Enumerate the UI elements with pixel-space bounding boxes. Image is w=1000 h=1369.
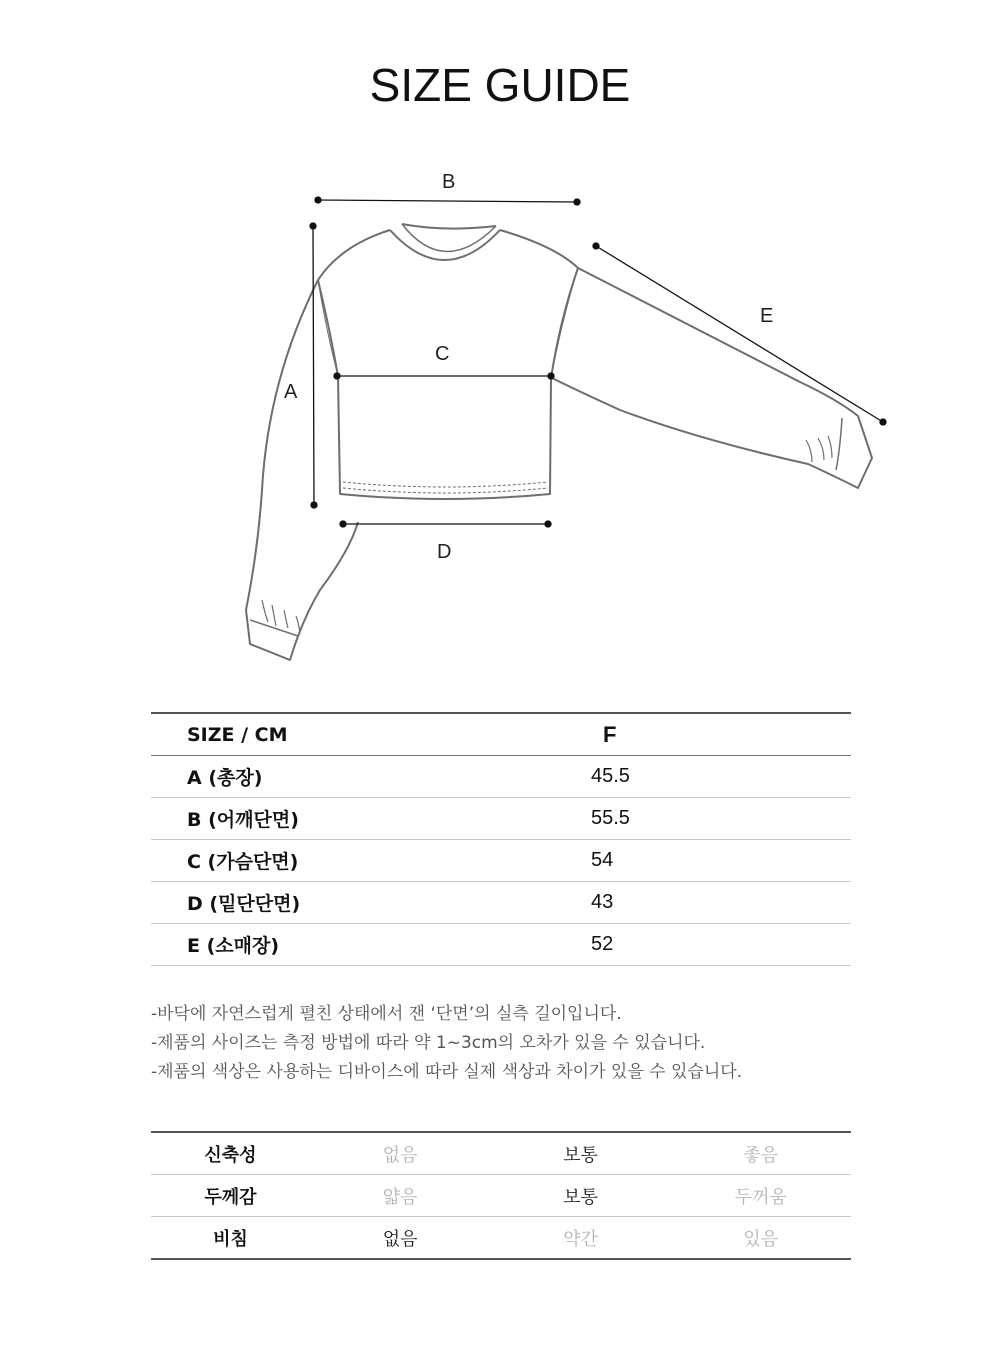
feel-option: 보통	[490, 1132, 670, 1175]
feel-option: 보통	[490, 1175, 670, 1217]
size-table	[151, 712, 851, 966]
row-value: 43	[517, 882, 851, 924]
row-label: B (어깨단면)	[151, 798, 517, 840]
feel-label: 비침	[151, 1217, 310, 1260]
page-title: SIZE GUIDE	[369, 59, 631, 111]
row-label: A (총장)	[151, 756, 517, 798]
label-c: C	[435, 343, 450, 365]
note-line: -바닥에 자연스럽게 펼친 상태에서 잰 ‘단면’의 실측 길이입니다.	[151, 1004, 622, 1024]
row-value: 52	[517, 924, 851, 966]
measure-a-line	[313, 226, 314, 505]
measure-b-line	[318, 200, 577, 202]
feel-row-stretch	[151, 1132, 851, 1175]
feel-option: 없음	[310, 1217, 490, 1260]
row-value: 55.5	[517, 798, 851, 840]
table-row	[151, 756, 851, 798]
feel-row-sheerness	[151, 1217, 851, 1260]
table-row	[151, 882, 851, 924]
note-line: -제품의 색상은 사용하는 디바이스에 따라 실제 색상과 차이가 있을 수 있습니다.	[151, 1062, 743, 1082]
label-d: D	[437, 541, 452, 563]
feel-label: 신축성	[151, 1132, 310, 1175]
row-value: 54	[517, 840, 851, 882]
feel-row-thickness	[151, 1175, 851, 1217]
feel-option: 얇음	[310, 1175, 490, 1217]
feel-label: 두께감	[151, 1175, 310, 1217]
row-label: C (가슴단면)	[151, 840, 517, 882]
feel-option: 두꺼움	[671, 1175, 851, 1217]
measure-e-line	[596, 246, 883, 422]
label-e: E	[760, 305, 774, 327]
feel-option: 약간	[490, 1217, 670, 1260]
row-label: D (밑단단면)	[151, 882, 517, 924]
row-value: 45.5	[517, 756, 851, 798]
size-table-header	[151, 713, 851, 756]
size-header-label: SIZE / CM	[151, 713, 517, 756]
size-notes	[151, 1000, 951, 1087]
table-row	[151, 924, 851, 966]
note-line: -제품의 사이즈는 측정 방법에 따라 약 1~3cm의 오차가 있을 수 있습니다.	[151, 1033, 706, 1053]
feel-option: 없음	[310, 1132, 490, 1175]
fabric-feel-table	[151, 1131, 851, 1260]
label-b: B	[442, 171, 456, 193]
table-row	[151, 798, 851, 840]
label-a: A	[284, 381, 298, 403]
size-header-f: F	[517, 713, 851, 756]
row-label: E (소매장)	[151, 924, 517, 966]
feel-option: 있음	[671, 1217, 851, 1260]
sweatshirt-diagram	[0, 150, 1000, 670]
table-row	[151, 840, 851, 882]
feel-option: 좋음	[671, 1132, 851, 1175]
